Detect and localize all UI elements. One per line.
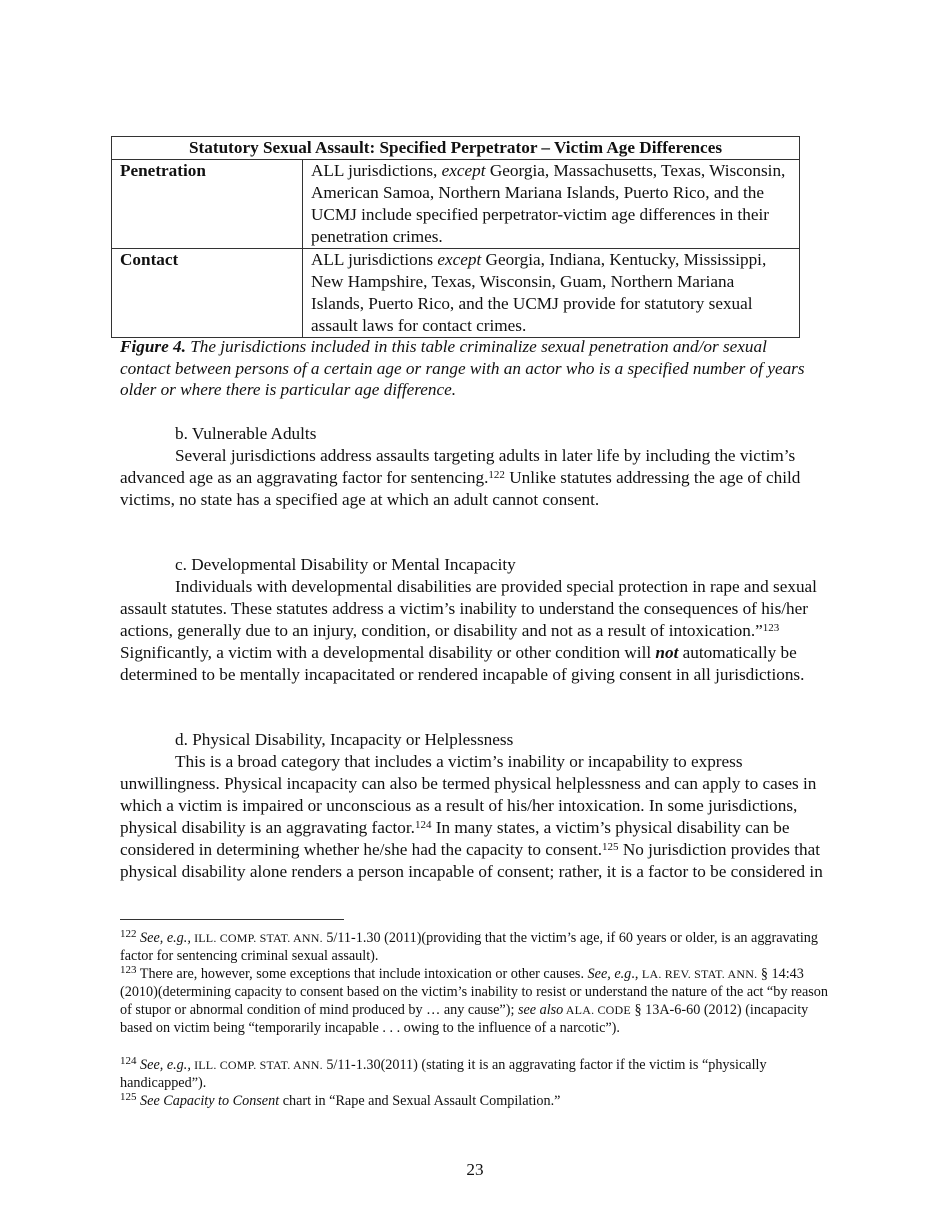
table-row	[112, 249, 800, 338]
footnote-123: $^{123}$ There are, however, some exceptions that include intoxication or other causes. See, e.g., LA. REV. STAT. ANN. § 14:43 (2010)(determining capacity to consent based on the victim’s inability to resist or understand the nature of the act “by reason of stupor or abnormal condition of mind produced by … any cause”); see also ALA. CODE § 13A-6-60 (2012) (incapacity based on victim being “temporarily incapable . . . owing to the influence of a narcotic”).	[120, 964, 828, 1037]
paragraph-physical-disability: This is a broad category that includes a victim’s inability or incapability to express unwillingness. Physical incapacity can also be termed physical helplessness and can apply to cases in which a victim is impaired or unconscious as a result of his/her intoxication. In some jurisdictions, physical disability is an aggravating factor.$^{124}$ In many states, a victim’s physical disability can be considered in determining whether he/she had the capacity to consent.$^{125}$ No jurisdiction provides that physical disability alone renders a person incapable of consent; rather, it is a factor to be considered in	[120, 752, 823, 881]
page-number: 23	[466, 1160, 484, 1179]
heading-developmental-disability: c. Developmental Disability or Mental Incapacity	[175, 555, 516, 574]
paragraph-vulnerable-adults: Several jurisdictions address assaults targeting adults in later life by including the victim’s advanced age as an aggravating factor for sentencing.$^{122}$ Unlike statutes addressing the age of child victims, no state has a specified age at which an adult cannot consent.	[120, 446, 801, 509]
table-title: Statutory Sexual Assault: Specified Perpetrator – Victim Age Differences	[112, 137, 800, 160]
row-label-penetration: Penetration	[112, 160, 303, 249]
footnote-divider	[120, 919, 344, 920]
row-text-penetration: ALL jurisdictions, except Georgia, Massachusetts, Texas, Wisconsin, American Samoa, Northern Mariana Islands, Puerto Rico, and the UCMJ include specified perpetrator-victim age differences in their penetration crimes.	[303, 160, 800, 249]
figure-caption: Figure 4. The jurisdictions included in this table criminalize sexual penetration and/or sexual contact between persons of a certain age or range with an actor who is a specified number of years older or where there is particular age difference.	[120, 337, 805, 399]
footnote-125: $^{125}$ See Capacity to Consent chart in “Rape and Sexual Assault Compilation.”	[120, 1091, 561, 1109]
figure-label: Figure 4.	[120, 337, 186, 356]
row-text-contact: ALL jurisdictions except Georgia, Indiana, Kentucky, Mississippi, New Hampshire, Texas, Wisconsin, Guam, Northern Mariana Islands, Puerto Rico, and the UCMJ provide for statutory sexual assault laws for contact crimes.	[303, 249, 800, 338]
footnote-124: $^{124}$ See, e.g., ILL. COMP. STAT. ANN. 5/11-1.30(2011) (stating it is an aggravating factor if the victim is “physically handicapped”).	[120, 1055, 767, 1092]
heading-vulnerable-adults: b. Vulnerable Adults	[175, 424, 317, 443]
paragraph-developmental-disability: Individuals with developmental disabilities are provided special protection in rape and sexual assault statutes. These statutes address a victim’s inability to understand the consequences of his/her actions, generally due to an injury, condition, or disability and not as a result of intoxication.”$^{123}$ Significantly, a victim with a developmental disability or other condition will not automatically be determined to be mentally incapacitated or rendered incapable of giving consent in all jurisdictions.	[120, 577, 817, 684]
age-differences-table	[111, 136, 800, 338]
footnote-ref-122[interactable]: 122	[488, 469, 505, 481]
table-row	[112, 160, 800, 249]
footnote-ref-123[interactable]: 123	[762, 622, 780, 634]
footnote-122: $^{122}$ See, e.g., ILL. COMP. STAT. ANN. 5/11-1.30 (2011)(providing that the victim’s age, if 60 years or older, is an aggravating factor for sentencing criminal sexual assault).	[120, 928, 818, 965]
footnote-ref-125[interactable]: 125	[602, 841, 619, 853]
row-label-contact: Contact	[112, 249, 303, 338]
footnote-ref-124[interactable]: 124	[414, 819, 432, 831]
heading-physical-disability: d. Physical Disability, Incapacity or Helplessness	[175, 730, 514, 749]
